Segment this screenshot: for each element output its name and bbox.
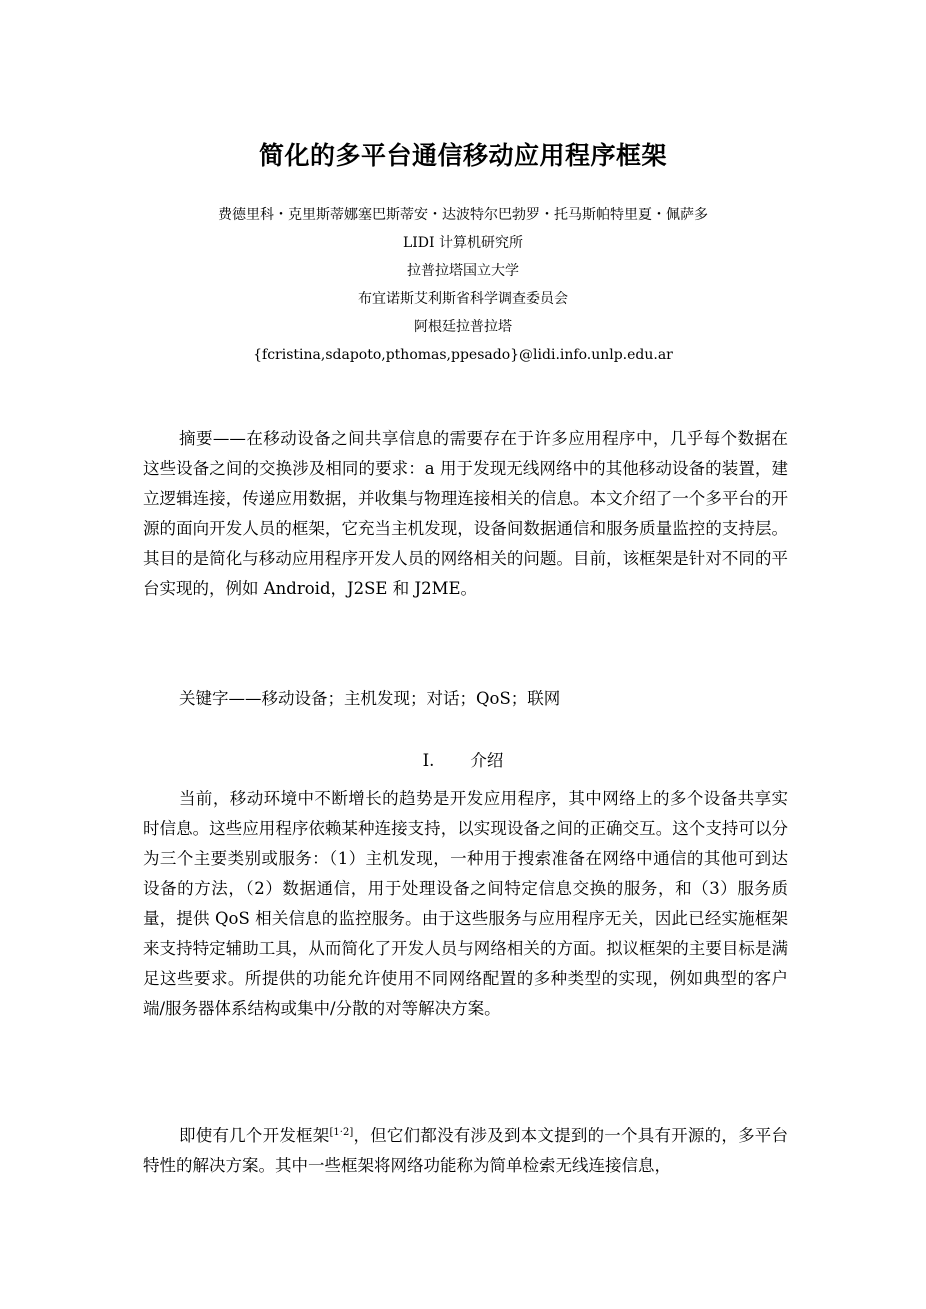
citation-reference: [1·2] <box>329 1127 354 1138</box>
keywords-line: 关键字——移动设备；主机发现；对话；QoS；联网 <box>179 689 561 708</box>
affiliation-lab: LIDI 计算机研究所 <box>402 235 524 251</box>
intro-paragraph-1: 当前，移动环境中不断增长的趋势是开发应用程序，其中网络上的多个设备共享实时信息。这些应用程序依赖某种连接支持，以实现设备之间的正确交互。这个支持可以分为三个主要类别或服务：（1）主机发现，一种用于搜索准备在网络中通信的其他可到达设备的方法，（2）数据通信，用于处理设备之间特定信息交换的服务，和（3）服务质量，提供 QoS 相关信息的监控服务。由于这些服务与应用程序无关，因此已经实施框架来支持特定辅助工具，从而简化了开发人员与网络相关的方面。拟议框架的主要目标是满足这些要求。所提供的功能允许使用不同网络配置的多种类型的实现，例如典型的客户端/服务器体系结构或集中/分散的对等解决方案。 <box>143 789 788 1018</box>
section-number: I. <box>422 751 435 770</box>
section-heading-introduction <box>0 746 926 776</box>
paragraph-text: ，但它们都没有涉及到本文提到的一个具有开源的，多平台特性的解决方案。其中一些框架将网络功能称为简单检索无线连接信息， <box>143 1126 789 1175</box>
intro-paragraph-2 <box>143 1121 788 1181</box>
section-title: 介绍 <box>470 751 504 770</box>
paragraph-text: 即使有几个开发框架 <box>179 1126 330 1145</box>
author-emails: {fcristina,sdapoto,pthomas,ppesado}@lidi.info.unlp.edu.ar <box>253 347 673 363</box>
affiliation-location: 阿根廷拉普拉塔 <box>414 319 512 335</box>
paper-title: 简化的多平台通信移动应用程序框架 <box>258 141 667 170</box>
abstract-paragraph: 摘要——在移动设备之间共享信息的需要存在于许多应用程序中，几乎每个数据在这些设备之间的交换涉及相同的要求：a 用于发现无线网络中的其他移动设备的装置，建立逻辑连接，传递应用数据，并收集与物理连接相关的信息。本文介绍了一个多平台的开源的面向开发人员的框架，它充当主机发现，设备间数据通信和服务质量监控的支持层。其目的是简化与移动应用程序开发人员的网络相关的问题。目前，该框架是针对不同的平台实现的，例如 Android，J2SE 和 J2ME。 <box>143 429 788 598</box>
affiliation-university: 拉普拉塔国立大学 <box>407 263 519 279</box>
affiliation-commission: 布宜诺斯艾利斯省科学调查委员会 <box>358 291 568 307</box>
author-list: 费德里科・克里斯蒂娜塞巴斯蒂安・达波特尔巴勃罗・托马斯帕特里夏・佩萨多 <box>218 207 708 223</box>
